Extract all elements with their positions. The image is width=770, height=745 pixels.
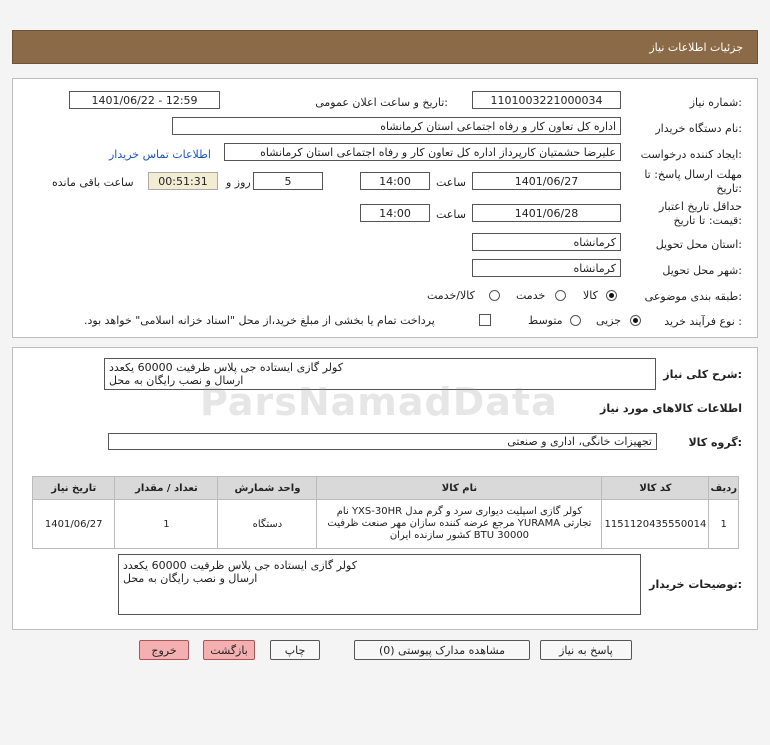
category-option-goods-service: کالا/خدمت bbox=[427, 289, 475, 302]
price-validity-date: 1401/06/28 bbox=[472, 204, 621, 222]
col-quantity: تعداد / مقدار bbox=[115, 477, 218, 500]
category-label: طبقه بندی موضوعی: bbox=[644, 290, 742, 303]
remaining-time: 00:51:31 bbox=[148, 172, 218, 190]
page-header bbox=[12, 30, 758, 64]
goods-table-header bbox=[33, 477, 739, 500]
print-button[interactable]: چاپ bbox=[270, 640, 320, 660]
buyer-notes-line1: کولر گازی ایستاده جی پلاس ظرفیت 60000 یکعدد bbox=[123, 559, 357, 572]
process-option-minor: جزیی bbox=[596, 314, 622, 327]
reply-button[interactable]: پاسخ به نیاز bbox=[540, 640, 632, 660]
col-unit: واحد شمارش bbox=[218, 477, 317, 500]
remaining-days: 5 bbox=[253, 172, 323, 190]
row-quantity: 1 bbox=[115, 500, 218, 549]
requester-field: علیرضا حشمتیان کارپرداز اداره کل تعاون کار و رفاه اجتماعی استان کرمانشاه bbox=[224, 143, 621, 161]
category-option-service: خدمت bbox=[516, 289, 546, 302]
goods-group-field: تجهیزات خانگی، اداری و صنعتی bbox=[108, 433, 657, 450]
back-button[interactable]: بازگشت bbox=[203, 640, 255, 660]
row-name bbox=[317, 500, 602, 549]
delivery-province-field: کرمانشاه bbox=[472, 233, 621, 251]
goods-group-label: گروه کالا: bbox=[688, 436, 742, 449]
buyer-notes-label: توضیحات خریدار: bbox=[649, 578, 742, 591]
summary-label: شرح کلی نیاز: bbox=[663, 368, 742, 381]
category-radio-goods-service[interactable] bbox=[489, 290, 500, 301]
row-name-line2: تجارتی YURAMA مرجع عرضه کننده سازان مهر صنعت ظرفیت bbox=[327, 518, 592, 529]
buyer-notes-line2: ارسال و نصب رایگان به محل bbox=[123, 572, 258, 585]
requester-label: ایجاد کننده درخواست: bbox=[640, 148, 742, 161]
response-deadline-label-line1: مهلت ارسال پاسخ: تا bbox=[644, 168, 742, 181]
buyer-org-field: اداره کل تعاون کار و رفاه اجتماعی استان کرمانشاه bbox=[172, 117, 621, 135]
col-code: کد کالا bbox=[602, 477, 709, 500]
page-title: جزئیات اطلاعات نیاز bbox=[649, 41, 743, 54]
summary-line2: ارسال و نصب رایگان به محل bbox=[109, 374, 244, 387]
summary-line1: کولر گازی ایستاده جی پلاس ظرفیت 60000 یکعدد bbox=[109, 361, 343, 374]
category-option-goods: کالا bbox=[583, 289, 598, 302]
price-validity-label-line1: حداقل تاریخ اعتبار bbox=[658, 200, 742, 213]
buyer-notes-field bbox=[118, 554, 641, 615]
buyer-contact-link[interactable]: اطلاعات تماس خریدار bbox=[109, 148, 211, 161]
category-radio-service[interactable] bbox=[555, 290, 566, 301]
col-index: ردیف bbox=[709, 477, 739, 500]
watermark: ParsNamadData bbox=[200, 380, 558, 424]
response-deadline-date: 1401/06/27 bbox=[472, 172, 621, 190]
row-name-line1: کولر گازی اسپلیت دیواری سرد و گرم مدل YXS-30HR نام bbox=[336, 506, 583, 517]
col-date: تاریخ نیاز bbox=[33, 477, 115, 500]
table-row bbox=[33, 500, 739, 549]
delivery-city-label: شهر محل تحویل: bbox=[662, 264, 742, 277]
row-code: 1151120435550014 bbox=[602, 500, 709, 549]
row-unit: دستگاه bbox=[218, 500, 317, 549]
response-deadline-time: 14:00 bbox=[360, 172, 430, 190]
treasury-payment-checkbox[interactable] bbox=[479, 314, 491, 326]
delivery-province-label: استان محل تحویل: bbox=[655, 238, 742, 251]
process-option-medium: متوسط bbox=[528, 314, 563, 327]
row-index: 1 bbox=[709, 500, 739, 549]
treasury-payment-note: پرداخت تمام یا بخشی از مبلغ خرید،از محل "اسناد خزانه اسلامی" خواهد بود. bbox=[84, 314, 435, 327]
goods-table bbox=[32, 476, 739, 549]
process-radio-minor[interactable] bbox=[630, 315, 641, 326]
process-radio-medium[interactable] bbox=[570, 315, 581, 326]
announce-datetime-field: 1401/06/22 - 12:59 bbox=[69, 91, 220, 109]
price-validity-time: 14:00 bbox=[360, 204, 430, 222]
category-radio-goods[interactable] bbox=[606, 290, 617, 301]
view-attachments-button[interactable]: مشاهده مدارک پیوستی (0) bbox=[354, 640, 530, 660]
goods-info-title: اطلاعات کالاهای مورد نیاز bbox=[600, 402, 742, 415]
need-number-label: شماره نیاز: bbox=[689, 96, 742, 109]
announce-datetime-label: تاریخ و ساعت اعلان عمومی: bbox=[315, 96, 448, 109]
buyer-org-label: نام دستگاه خریدار: bbox=[655, 122, 742, 135]
row-date: 1401/06/27 bbox=[33, 500, 115, 549]
days-label: روز و bbox=[226, 176, 251, 189]
col-name: نام کالا bbox=[317, 477, 602, 500]
purchase-process-label: نوع فرآیند خرید : bbox=[664, 315, 742, 328]
price-validity-label-line2: قیمت: تا تاریخ: bbox=[673, 214, 742, 227]
delivery-city-field: کرمانشاه bbox=[472, 259, 621, 277]
response-time-label: ساعت bbox=[436, 176, 466, 189]
remaining-time-label: ساعت باقی مانده bbox=[52, 176, 134, 189]
response-deadline-label-line2: تاریخ: bbox=[716, 182, 742, 195]
need-number-field: 1101003221000034 bbox=[472, 91, 621, 109]
price-validity-time-label: ساعت bbox=[436, 208, 466, 221]
exit-button[interactable]: خروج bbox=[139, 640, 189, 660]
row-name-line3: BTU 30000 کشور سازنده ایران bbox=[389, 530, 530, 541]
